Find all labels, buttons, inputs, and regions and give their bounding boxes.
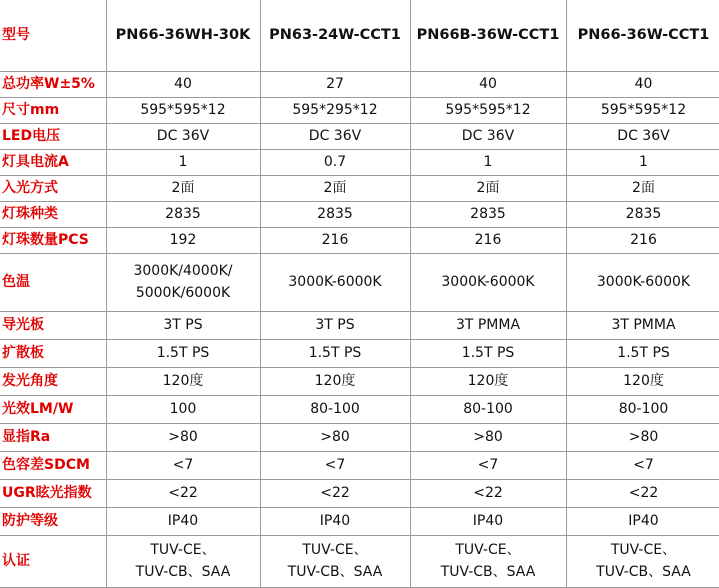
cell-text-line: IP40 [261,510,410,532]
cell-text-line: TUV-CE、 [107,539,260,561]
spec-cell [410,395,566,423]
spec-cell [260,479,410,507]
spec-cell [410,535,566,587]
table-row [0,175,719,201]
spec-cell [260,97,410,123]
spec-cell [410,423,566,451]
table-row [0,339,719,367]
cell-text-line: TUV-CE、 [411,539,566,561]
spec-cell [410,339,566,367]
cell-text-line: 120度 [411,370,566,392]
cell-text-line: 1 [411,151,566,173]
spec-cell [566,367,719,395]
cell-text-line: <7 [261,454,410,476]
spec-cell [106,451,260,479]
spec-cell [410,201,566,227]
spec-cell [566,339,719,367]
spec-cell [260,123,410,149]
spec-cell [410,149,566,175]
spec-cell [106,339,260,367]
cell-text-line: <22 [567,482,719,504]
spec-cell [260,71,410,97]
spec-cell [260,395,410,423]
spec-cell [106,201,260,227]
model-header: PN66-36WH-30K [106,0,260,71]
spec-cell [260,253,410,311]
cell-text-line: 2面 [107,177,260,199]
cell-text-line: TUV-CB、SAA [567,561,719,583]
cell-text-line: DC 36V [411,125,566,147]
spec-cell [410,311,566,339]
spec-cell [260,451,410,479]
spec-cell [260,227,410,253]
spec-cell [566,395,719,423]
cell-text-line: 192 [107,229,260,251]
spec-cell [410,253,566,311]
row-label: 光效LM/W [0,395,106,423]
model-header: PN63-24W-CCT1 [260,0,410,71]
spec-cell [566,201,719,227]
table-row [0,311,719,339]
spec-cell [566,123,719,149]
cell-text-line: 1 [107,151,260,173]
cell-text-line: 27 [261,73,410,95]
spec-cell [106,71,260,97]
cell-text-line: DC 36V [567,125,719,147]
spec-cell [260,149,410,175]
spec-cell [260,175,410,201]
model-header: PN66-36W-CCT1 [566,0,719,71]
table-row [0,227,719,253]
table-row [0,123,719,149]
header-row [0,0,719,71]
cell-text-line: 216 [411,229,566,251]
table-row [0,253,719,311]
cell-text-line: 595*595*12 [411,99,566,121]
spec-cell [566,149,719,175]
table-row [0,507,719,535]
cell-text-line: >80 [567,426,719,448]
cell-text-line: TUV-CB、SAA [411,561,566,583]
row-label: 防护等级 [0,507,106,535]
cell-text-line: IP40 [107,510,260,532]
cell-text-line: TUV-CB、SAA [261,561,410,583]
spec-cell [106,175,260,201]
spec-cell [106,367,260,395]
spec-cell [410,451,566,479]
cell-text-line: <22 [411,482,566,504]
cell-text-line: 40 [411,73,566,95]
row-label: 尺寸mm [0,97,106,123]
cell-text-line: >80 [261,426,410,448]
spec-cell [106,535,260,587]
cell-text-line: 120度 [567,370,719,392]
cell-text-line: 80-100 [567,398,719,420]
cell-text-line: 3T PS [261,314,410,336]
spec-cell [410,97,566,123]
cell-text-line: 40 [107,73,260,95]
cell-text-line: 216 [261,229,410,251]
cell-text-line: <7 [411,454,566,476]
spec-cell [410,227,566,253]
spec-cell [260,311,410,339]
spec-cell [566,423,719,451]
cell-text-line: 1.5T PS [567,342,719,364]
cell-text-line: 1 [567,151,719,173]
row-label: UGR眩光指数 [0,479,106,507]
row-label: LED电压 [0,123,106,149]
cell-text-line: 5000K/6000K [107,282,260,304]
spec-cell [106,423,260,451]
spec-cell [566,253,719,311]
spec-cell [106,311,260,339]
cell-text-line: IP40 [411,510,566,532]
cell-text-line: <22 [261,482,410,504]
table-row [0,71,719,97]
table-row [0,479,719,507]
spec-cell [566,227,719,253]
cell-text-line: <7 [107,454,260,476]
cell-text-line: 2835 [261,203,410,225]
cell-text-line: 2面 [261,177,410,199]
row-label: 灯珠数量PCS [0,227,106,253]
spec-cell [106,149,260,175]
cell-text-line: 3000K-6000K [567,271,719,293]
row-label: 色温 [0,253,106,311]
row-label: 导光板 [0,311,106,339]
spec-cell [410,479,566,507]
spec-cell [106,395,260,423]
cell-text-line: 595*595*12 [567,99,719,121]
table-row [0,535,719,587]
spec-cell [260,507,410,535]
row-label: 扩散板 [0,339,106,367]
table-row [0,395,719,423]
spec-cell [410,175,566,201]
spec-cell [566,507,719,535]
spec-cell [566,311,719,339]
cell-text-line: 40 [567,73,719,95]
spec-cell [106,227,260,253]
cell-text-line: 3T PMMA [567,314,719,336]
spec-cell [260,423,410,451]
cell-text-line: 3T PS [107,314,260,336]
cell-text-line: TUV-CB、SAA [107,561,260,583]
spec-cell [106,97,260,123]
cell-text-line: TUV-CE、 [567,539,719,561]
cell-text-line: 3000K-6000K [411,271,566,293]
row-label: 入光方式 [0,175,106,201]
row-label: 显指Ra [0,423,106,451]
spec-cell [260,339,410,367]
cell-text-line: 120度 [107,370,260,392]
cell-text-line: <7 [567,454,719,476]
cell-text-line: 2835 [411,203,566,225]
spec-cell [566,479,719,507]
spec-cell [410,71,566,97]
model-header: PN66B-36W-CCT1 [410,0,566,71]
cell-text-line: 2835 [567,203,719,225]
table-row [0,367,719,395]
cell-text-line: 120度 [261,370,410,392]
header-label: 型号 [0,0,106,71]
cell-text-line: 0.7 [261,151,410,173]
spec-cell [410,367,566,395]
cell-text-line: 1.5T PS [261,342,410,364]
cell-text-line: 3000K-6000K [261,271,410,293]
spec-cell [566,175,719,201]
table-row [0,149,719,175]
cell-text-line: 80-100 [261,398,410,420]
cell-text-line: 1.5T PS [411,342,566,364]
spec-cell [566,97,719,123]
cell-text-line: 2面 [411,177,566,199]
cell-text-line: TUV-CE、 [261,539,410,561]
row-label: 色容差SDCM [0,451,106,479]
spec-cell [106,507,260,535]
cell-text-line: 80-100 [411,398,566,420]
cell-text-line: 216 [567,229,719,251]
row-label: 认证 [0,535,106,587]
spec-cell [260,367,410,395]
cell-text-line: 100 [107,398,260,420]
spec-cell [566,451,719,479]
row-label: 发光角度 [0,367,106,395]
cell-text-line: 3T PMMA [411,314,566,336]
row-label: 灯珠种类 [0,201,106,227]
table-row [0,97,719,123]
spec-cell [106,253,260,311]
spec-cell [106,479,260,507]
cell-text-line: 2面 [567,177,719,199]
row-label: 总功率W±5% [0,71,106,97]
cell-text-line: IP40 [567,510,719,532]
cell-text-line: 3000K/4000K/ [107,260,260,282]
table-row [0,451,719,479]
table-row [0,201,719,227]
spec-cell [566,535,719,587]
spec-cell [260,535,410,587]
spec-cell [410,123,566,149]
table-row [0,423,719,451]
cell-text-line: <22 [107,482,260,504]
cell-text-line: 1.5T PS [107,342,260,364]
spec-cell [566,71,719,97]
cell-text-line: >80 [107,426,260,448]
cell-text-line: DC 36V [261,125,410,147]
spec-cell [260,201,410,227]
cell-text-line: 595*295*12 [261,99,410,121]
cell-text-line: 2835 [107,203,260,225]
spec-cell [410,507,566,535]
cell-text-line: 595*595*12 [107,99,260,121]
cell-text-line: >80 [411,426,566,448]
spec-cell [106,123,260,149]
row-label: 灯具电流A [0,149,106,175]
cell-text-line: DC 36V [107,125,260,147]
